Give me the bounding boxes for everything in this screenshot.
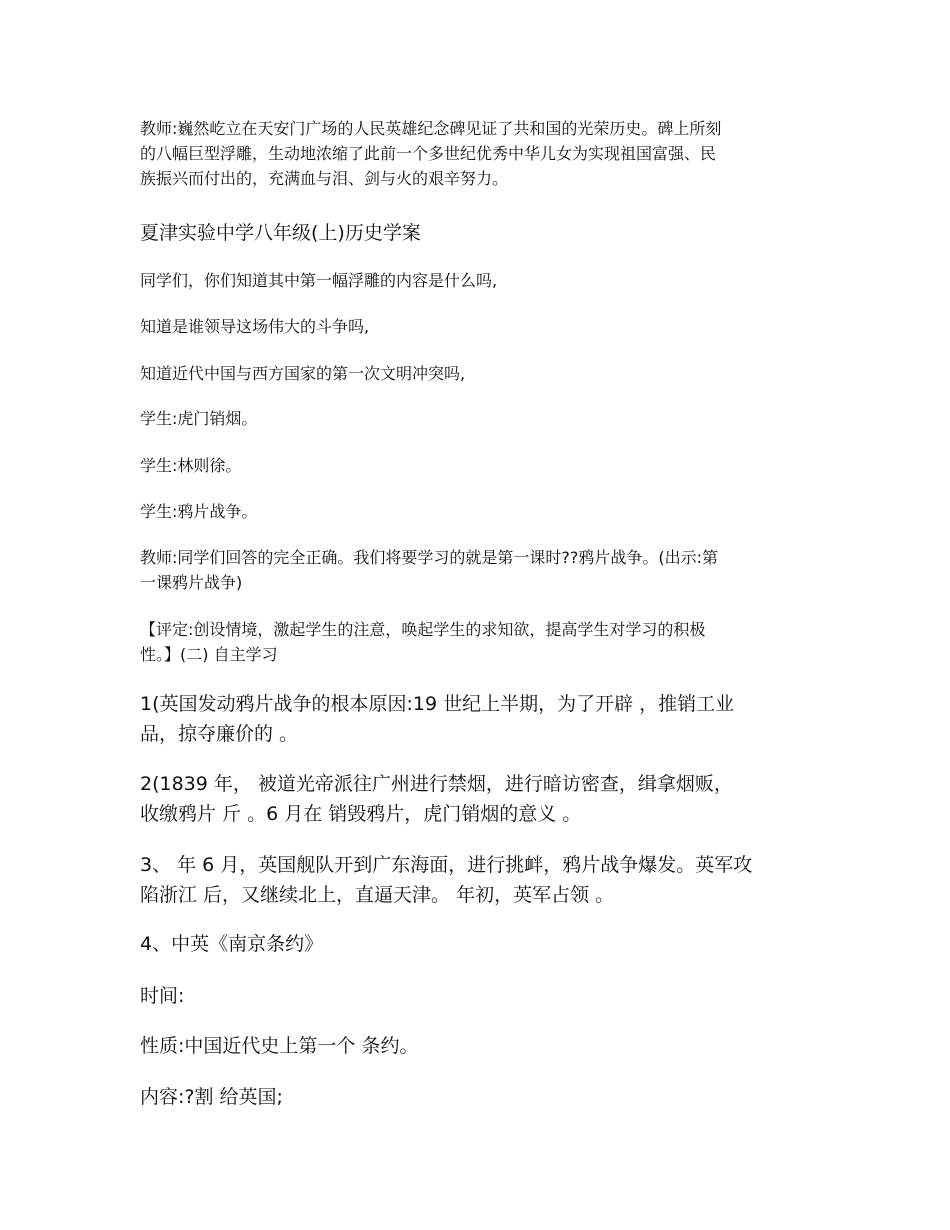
teacher-intro-paragraph xyxy=(140,116,820,191)
text-line: 的八幅巨型浮雕，生动地浓缩了此前一个多世纪优秀中华儿女为实现祖国富强、民 xyxy=(140,144,717,163)
text-line: 性质:中国近代史上第一个 条约。 xyxy=(140,1035,419,1057)
text-line: 知道是谁领导这场伟大的斗争吗, xyxy=(140,317,370,336)
text-line: 【评定:创设情境，激起学生的注意，唤起学生的求知欲，提高学生对学习的积极 xyxy=(140,620,706,639)
document-heading xyxy=(140,218,820,248)
text-line: 时间: xyxy=(140,985,185,1007)
question-paragraph xyxy=(140,361,820,386)
text-line: 一课鸦片战争) xyxy=(140,573,243,592)
question-paragraph xyxy=(140,268,820,293)
exercise-item-4 xyxy=(140,929,820,959)
text-line: 1(英国发动鸦片战争的根本原因:19 世纪上半期，为了开辟 ，推销工业 xyxy=(140,693,735,715)
text-line: 知道近代中国与西方国家的第一次文明冲突吗, xyxy=(140,364,466,383)
text-line: 学生:鸦片战争。 xyxy=(140,502,258,521)
student-answer-paragraph xyxy=(140,406,820,431)
text-line: 内容:?割 给英国; xyxy=(140,1086,283,1108)
evaluation-paragraph xyxy=(140,617,820,667)
text-line: 收缴鸦片 斤 。6 月在 销毁鸦片，虎门销烟的意义 。 xyxy=(140,803,582,825)
text-line: 陷浙江 后，又继续北上，直逼天津。 年初，英军占领 。 xyxy=(140,884,615,906)
treaty-time-line xyxy=(140,981,820,1011)
exercise-item-3 xyxy=(140,850,820,910)
text-line: 2(1839 年， 被道光帝派往广州进行禁烟，进行暗访密查，缉拿烟贩， xyxy=(140,773,733,795)
text-line: 夏津实验中学八年级(上)历史学案 xyxy=(140,222,421,244)
treaty-content-line xyxy=(140,1082,820,1112)
exercise-item-1 xyxy=(140,689,820,749)
text-line: 性。】(二) 自主学习 xyxy=(140,645,278,664)
student-answer-paragraph xyxy=(140,499,820,524)
exercise-item-2 xyxy=(140,769,820,829)
text-line: 族振兴而付出的，充满血与泪、剑与火的艰辛努力。 xyxy=(140,169,509,188)
text-line: 3、 年 6 月，英国舰队开到广东海面，进行挑衅，鸦片战争爆发。英军攻 xyxy=(140,854,753,876)
text-line: 4、中英《南京条约》 xyxy=(140,933,324,955)
text-line: 教师:同学们回答的完全正确。我们将要学习的就是第一课时??鸦片战争。(出示:第 xyxy=(140,548,719,567)
text-line: 学生:虎门销烟。 xyxy=(140,409,258,428)
student-answer-paragraph xyxy=(140,453,820,478)
text-line: 同学们，你们知道其中第一幅浮雕的内容是什么吗, xyxy=(140,271,498,290)
text-line: 教师:巍然屹立在天安门广场的人民英雄纪念碑见证了共和国的光荣历史。碑上所刻 xyxy=(140,119,722,138)
text-line: 品，掠夺廉价的 。 xyxy=(140,723,299,745)
text-line: 学生:林则徐。 xyxy=(140,456,242,475)
treaty-nature-line xyxy=(140,1031,820,1061)
question-paragraph xyxy=(140,314,820,339)
teacher-response-paragraph xyxy=(140,545,820,595)
